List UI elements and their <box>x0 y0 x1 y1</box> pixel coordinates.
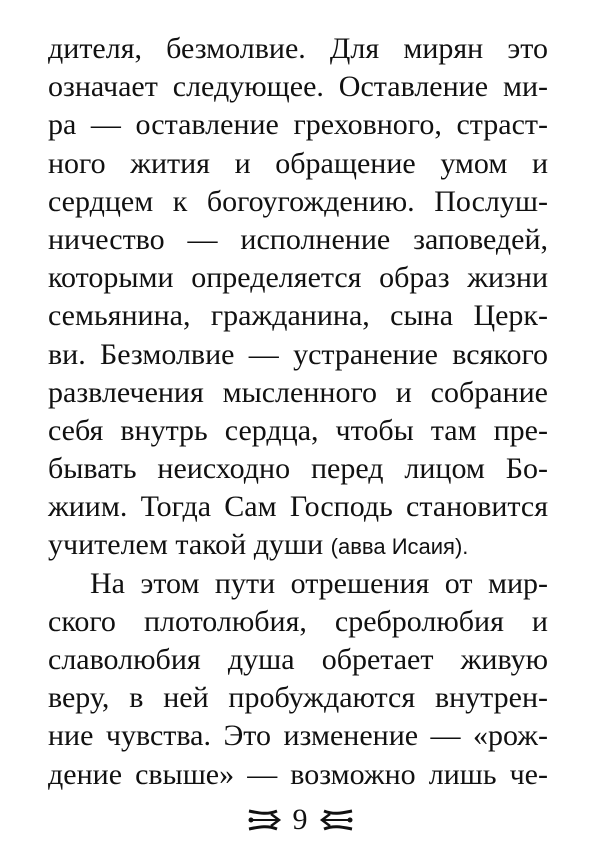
text-line: которыми определяется образ жизни <box>48 261 548 295</box>
page-number: 9 <box>292 803 308 836</box>
page-folio <box>0 800 600 840</box>
text-line: славолюбия душа обретает живую <box>48 643 548 676</box>
fleuron-left-icon <box>243 805 285 835</box>
text-line: развлечения мысленного и собрание <box>48 375 548 409</box>
text-line: веру, в ней пробуждаются внутрен- <box>48 681 548 715</box>
page-text <box>48 30 548 794</box>
fleuron-right-icon <box>316 805 358 835</box>
source-citation: (авва Исаия). <box>330 534 469 560</box>
text-line: ного жития и обращение умом и <box>48 146 548 180</box>
text-line: ви. Безмолвие — устранение всякого <box>48 337 548 371</box>
text-line: ра — оставление греховного, страст- <box>48 108 548 142</box>
text-line: ничество — исполнение заповедей, <box>48 222 548 256</box>
text-line: дение свыше» — возможно лишь че- <box>48 757 548 791</box>
text-line: ского плотолюбия, сребролюбия и <box>48 604 548 638</box>
text-line: себя внутрь сердца, чтобы там пре- <box>48 413 548 447</box>
text-line: жиим. Тогда Сам Господь становится <box>48 490 548 524</box>
text-line-last <box>48 526 548 564</box>
text-line: ние чувства. Это изменение — «рож- <box>48 719 548 753</box>
text-line: семьянина, гражданина, сына Церк- <box>48 299 548 333</box>
paragraph-first-line: На этом пути отрешения от мир- <box>90 566 548 600</box>
text-line: дителя, безмолвие. Для мирян это <box>48 32 548 65</box>
text-fragment: учителем такой души <box>48 528 324 562</box>
text-line: означает следующее. Оставление ми- <box>48 70 548 104</box>
text-line: бывать неисходно перед лицом Бо- <box>48 452 548 486</box>
text-line: сердцем к богоугождению. Послуш- <box>48 184 548 218</box>
